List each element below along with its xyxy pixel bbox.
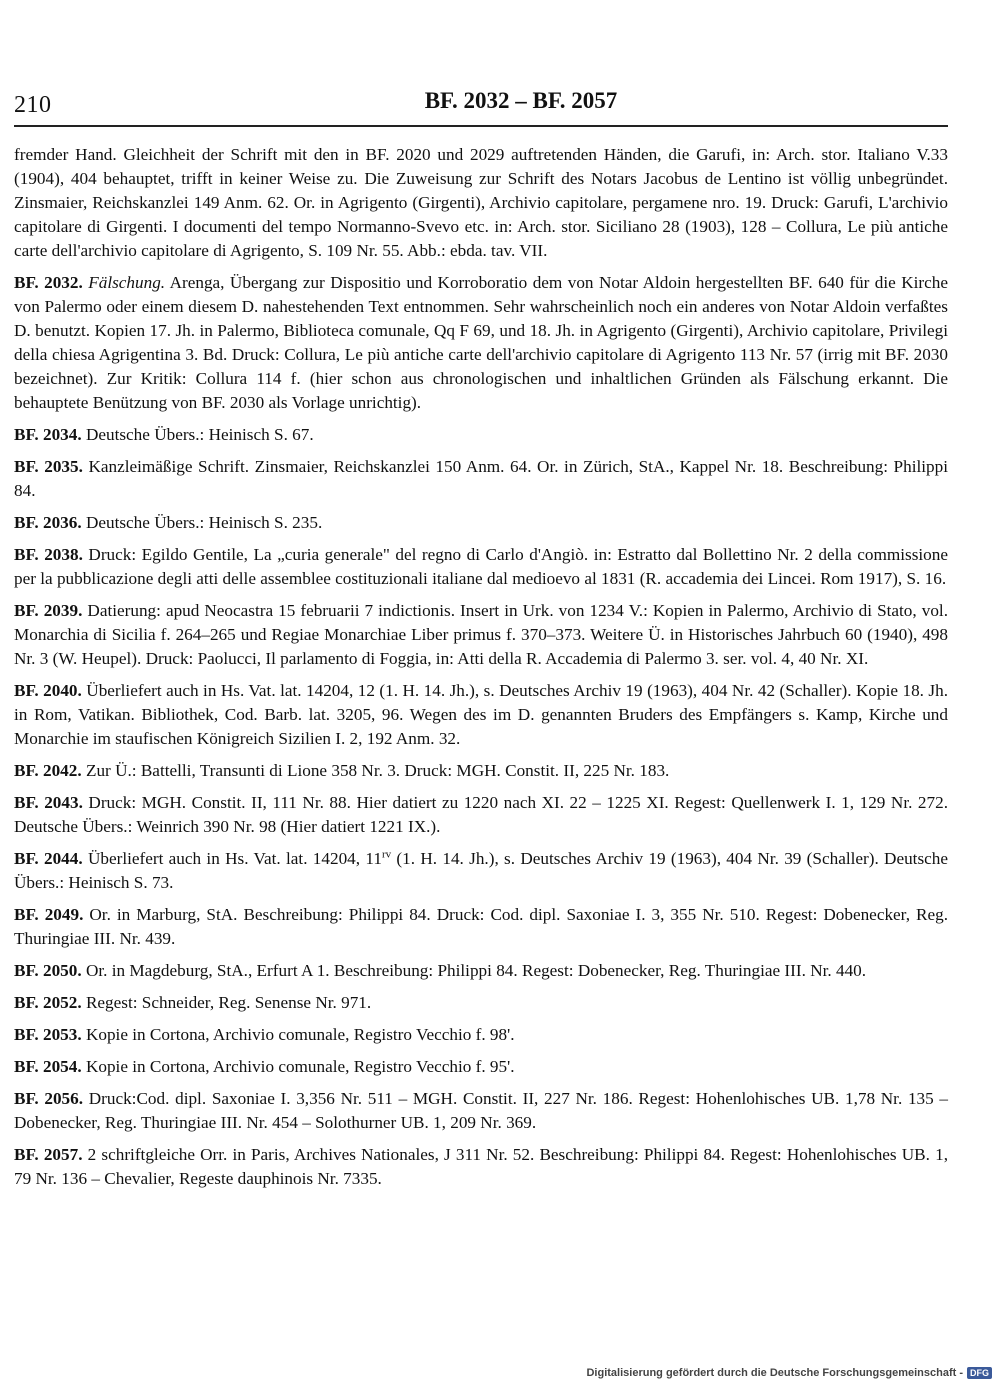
entry-bf-2057 (14, 1143, 948, 1191)
entry-bf-2049 (14, 903, 948, 951)
entry-bf-2056 (14, 1087, 948, 1135)
entry-text: Kopie in Cortona, Archivio comunale, Registro Vecchio f. 95'. (81, 1057, 515, 1076)
entry-ref: BF. 2043. (14, 793, 83, 812)
entry-ref: BF. 2038. (14, 545, 83, 564)
entry-text: Druck: MGH. Constit. II, 111 Nr. 88. Hier datiert zu 1220 nach XI. 22 – 1225 XI. Regest: Quellenwerk I. 1, 129 Nr. 272. Deutsche Übers.: Weinrich 390 Nr. 98 (Hier datiert 1221 IX.). (14, 793, 948, 836)
entry-ref: BF. 2056. (14, 1089, 84, 1108)
entry-ref: BF. 2039. (14, 601, 83, 620)
entry-bf-2032 (14, 271, 948, 415)
entry-ref: BF. 2054. (14, 1057, 82, 1076)
entry-ref: BF. 2052. (14, 993, 82, 1012)
entry-text: Datierung: apud Neocastra 15 februarii 7 indictionis. Insert in Urk. von 1234 V.: Kopien in Palermo, Archivio di Stato, vol. Monarchia di Sicilia f. 264–265 und Regiae Monarchiae Liber primus f. 370–373. Weitere Ü. in Historisches Jahrbuch 60 (1940), 498 Nr. 3 (W. Heupel). Druck: Paolucci, Il parlamento di Foggia, in: Atti della R. Accademia di Palermo 3. ser. vol. 4, 40 Nr. XI. (14, 601, 948, 668)
entry-text: Druck: Egildo Gentile, La „curia generale" del regno di Carlo d'Angiò. in: Estratto dal Bollettino Nr. 2 della commissione per la pubblicazione degli atti delle assemblee costituzionali italiane dal medioevo al 1831 (R. accademia dei Lincei. Rom 1917), S. 16. (14, 545, 948, 588)
entry-text: Kanzleimäßige Schrift. Zinsmaier, Reichskanzlei 150 Anm. 64. Or. in Zürich, StA., Kappel Nr. 18. Beschreibung: Philippi 84. (14, 457, 948, 500)
entry-bf-2035 (14, 455, 948, 503)
entry-text: Überliefert auch in Hs. Vat. lat. 14204, 11 (82, 849, 382, 868)
entry-superscript: rv (381, 848, 392, 861)
intro-paragraph: fremder Hand. Gleichheit der Schrift mit den in BF. 2020 und 2029 auftretenden Händen, die Garufi, in: Arch. stor. Italiano V.33 (1904), 404 behauptet, trifft in keiner Weise zu. Die Zuweisung zur Schrift des Notars Jacobus de Lentino ist völlig unbegründet. Zinsmaier, Reichskanzlei 149 Anm. 62. Or. in Agrigento (Girgenti), Archivio capitolare, pergamene nro. 19. Druck: Garufi, L'archivio capitolare di Girgenti. I documenti del tempo Normanno-Svevo etc. in: Arch. stor. Siciliano 28 (1903), 128 – Collura, Le più antiche carte dell'archivio capitolare di Agrigento, S. 109 Nr. 55. Abb.: ebda. tav. VII. (14, 145, 948, 260)
footer-text: Digitalisierung gefördert durch die Deutsche Forschungsgemeinschaft - (586, 1367, 963, 1379)
entry-bf-2043 (14, 791, 948, 839)
entry-text: Druck:Cod. dipl. Saxoniae I. 3,356 Nr. 511 – MGH. Constit. II, 227 Nr. 186. Regest: Hohenlohisches UB. 1,78 Nr. 135 – Dobenecker, Reg. Thuringiae III. Nr. 454 – Solothurner UB. 1, 209 Nr. 369. (14, 1089, 948, 1132)
entry-bf-2054 (14, 1055, 948, 1079)
entry-bf-2050 (14, 959, 948, 983)
entry-ref: BF. 2044. (14, 849, 83, 868)
entry-ref: BF. 2040. (14, 681, 82, 700)
entry-text: Zur Ü.: Battelli, Transunti di Lione 358 Nr. 3. Druck: MGH. Constit. II, 225 Nr. 183. (81, 761, 670, 780)
page-number: 210 (14, 92, 52, 118)
entry-ref: BF. 2050. (14, 961, 82, 980)
entry-text-after: (1. H. 14. Jh.), s. Deutsches Archiv 19 (1963), 404 Nr. 39 (Schaller). Deutsche Übers.: Heinisch S. 73. (14, 849, 949, 892)
footer-credit (586, 1367, 992, 1379)
entry-ref: BF. 2035. (14, 457, 83, 476)
page-content (14, 143, 948, 1199)
entry-bf-2044 (14, 847, 948, 895)
entry-ref: BF. 2057. (14, 1145, 83, 1164)
entry-label: Fälschung. (88, 273, 166, 292)
entry-bf-2053 (14, 1023, 948, 1047)
entry-ref: BF. 2036. (14, 513, 82, 532)
entry-text: Arenga, Übergang zur Dispositio und Korroboratio dem von Notar Aldoin hergestellten BF. 640 für die Kirche von Palermo oder einem diesem D. nahestehenden Text entnommen. Sehr wahrscheinlich noch ein anderes von Notar Aldoin verfaßtes D. benutzt. Kopien 17. Jh. in Palermo, Biblioteca comunale, Qq F 69, und 18. Jh. in Agrigento (Girgenti), Archivio capitolare, Privilegi della chiesa Agrigentina 3. Bd. Druck: Collura, Le più antiche carte dell'archivio capitolare di Agrigento 113 Nr. 57 (irrig mit BF. 2030 bezeichnet). Zur Kritik: Collura 114 f. (hier schon aus chronologischen und inhaltlichen Gründen als Fälschung erkannt. Die behauptete Benützung von BF. 2030 als Vorlage unrichtig). (14, 273, 949, 412)
page-header (14, 86, 948, 120)
entry-text: Regest: Schneider, Reg. Senense Nr. 971. (81, 993, 372, 1012)
entry-bf-2040 (14, 679, 948, 751)
entry-ref: BF. 2034. (14, 425, 82, 444)
entry-ref: BF. 2042. (14, 761, 82, 780)
entry-bf-2039 (14, 599, 948, 671)
entry-bf-2052 (14, 991, 948, 1015)
entry-text: Or. in Marburg, StA. Beschreibung: Philippi 84. Druck: Cod. dipl. Saxoniae I. 3, 355 Nr. 510. Regest: Dobenecker, Reg. Thuringiae III. Nr. 439. (14, 905, 948, 948)
running-title: BF. 2032 – BF. 2057 (424, 88, 618, 113)
entry-text: Deutsche Übers.: Heinisch S. 67. (81, 425, 314, 444)
entry-ref: BF. 2049. (14, 905, 84, 924)
entry-bf-2042 (14, 759, 948, 783)
entry-bf-2038 (14, 543, 948, 591)
entry-text: 2 schriftgleiche Orr. in Paris, Archives Nationales, J 311 Nr. 52. Beschreibung: Philippi 84. Regest: Hohenlohisches UB. 1, 79 Nr. 136 – Chevalier, Regeste dauphinois Nr. 7335. (14, 1145, 948, 1188)
entry-ref: BF. 2053. (14, 1025, 82, 1044)
entry-ref: BF. 2032. (14, 273, 83, 292)
entry-text: Deutsche Übers.: Heinisch S. 235. (81, 513, 323, 532)
entry-text: Überliefert auch in Hs. Vat. lat. 14204, 12 (1. H. 14. Jh.), s. Deutsches Archiv 19 (1963), 404 Nr. 42 (Schaller). Kopie 18. Jh. in Rom, Vatikan. Bibliothek, Cod. Barb. lat. 3205, 96. Wegen des im D. genannten Bruders des Empfängers s. Kamp, Kirche und Monarchie im staufischen Königreich Sizilien I. 2, 192 Anm. 32. (14, 681, 949, 748)
entry-text: Or. in Magdeburg, StA., Erfurt A 1. Beschreibung: Philippi 84. Regest: Dobenecker, Reg. Thuringiae III. Nr. 440. (81, 961, 867, 980)
dfg-logo-icon: DFG (967, 1367, 992, 1379)
entry-bf-2034 (14, 423, 948, 447)
header-rule (14, 125, 948, 127)
entry-bf-2036 (14, 511, 948, 535)
entry-text: Kopie in Cortona, Archivio comunale, Registro Vecchio f. 98'. (81, 1025, 515, 1044)
